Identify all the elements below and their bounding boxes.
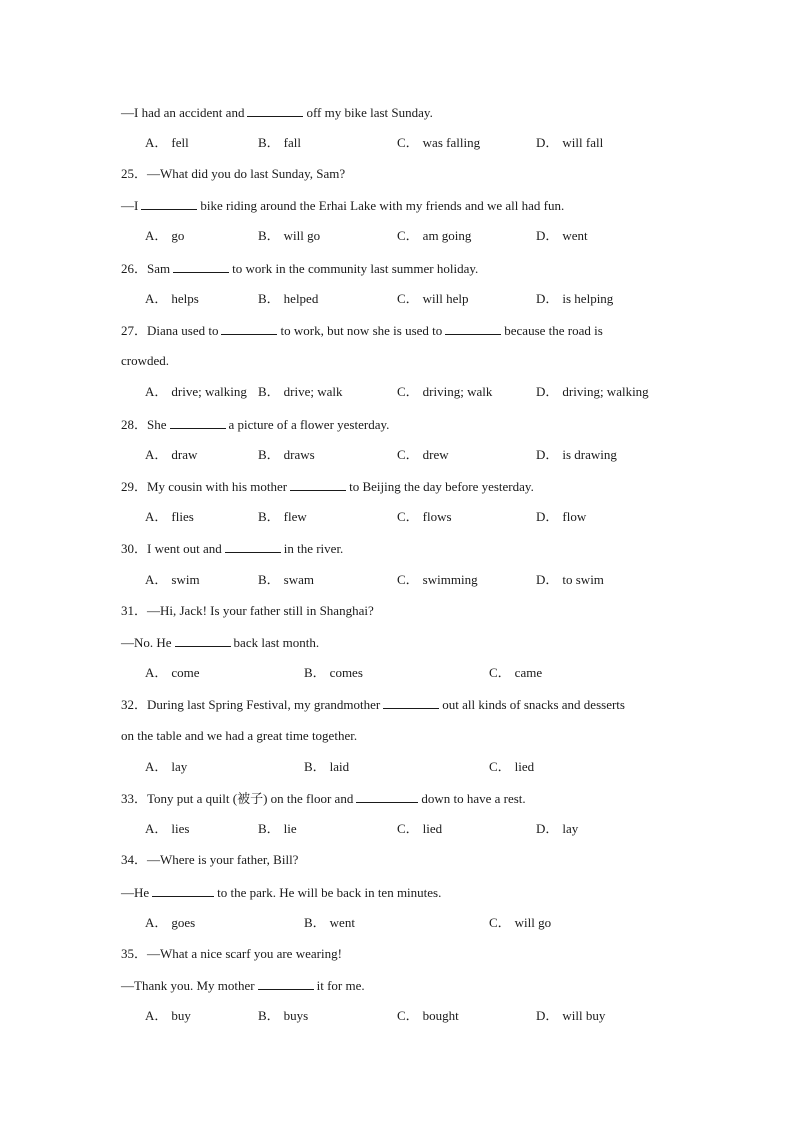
answer-option — [397, 572, 478, 588]
question-text: 26．Sam — [121, 261, 171, 276]
option-letter: C． — [397, 447, 419, 462]
question-text: 31．—Hi, Jack! Is your father still in Shanghai? — [121, 603, 374, 618]
question-text: back last month. — [233, 635, 320, 650]
option-letter: B． — [258, 447, 280, 462]
option-text: bought — [422, 1008, 459, 1023]
answer-option — [536, 509, 586, 525]
answer-option — [536, 228, 588, 244]
option-letter: A． — [145, 572, 168, 587]
question-text: to Beijing the day before yesterday. — [349, 479, 534, 494]
question-line — [121, 634, 319, 651]
answer-option — [258, 447, 315, 463]
option-letter: D． — [536, 572, 559, 587]
option-letter: A． — [145, 1008, 168, 1023]
answer-blank — [221, 322, 277, 335]
answer-option — [536, 1008, 605, 1024]
option-text: drew — [422, 447, 449, 462]
answer-option — [536, 384, 649, 400]
option-letter: A． — [145, 509, 168, 524]
option-text: laid — [329, 759, 350, 774]
option-letter: A． — [145, 291, 168, 306]
question-line — [121, 166, 345, 182]
answer-option — [536, 572, 604, 588]
question-text: 28．She — [121, 417, 167, 432]
option-letter: C． — [397, 291, 419, 306]
option-text: am going — [422, 228, 472, 243]
answer-option — [536, 291, 613, 307]
question-line — [121, 416, 389, 433]
option-letter: C． — [397, 135, 419, 150]
question-text: —I — [121, 198, 139, 213]
answer-option — [145, 509, 194, 525]
option-letter: B． — [258, 228, 280, 243]
question-line — [121, 884, 441, 901]
option-text: will go — [283, 228, 321, 243]
option-text: goes — [171, 915, 196, 930]
answer-option — [145, 572, 200, 588]
option-letter: D． — [536, 228, 559, 243]
option-text: comes — [329, 665, 363, 680]
option-text: helped — [283, 291, 319, 306]
question-text: 33．Tony put a quilt (被子) on the floor and — [121, 791, 354, 806]
question-text: in the river. — [283, 541, 344, 556]
answer-blank — [175, 634, 231, 647]
option-letter: A． — [145, 665, 168, 680]
answer-blank — [173, 260, 229, 273]
question-line — [121, 540, 343, 557]
answer-option — [536, 447, 617, 463]
answer-option — [397, 821, 442, 837]
question-text: —No. He — [121, 635, 172, 650]
answer-option — [536, 135, 603, 151]
answer-blank — [225, 540, 281, 553]
option-text: to swim — [562, 572, 604, 587]
option-text: buy — [171, 1008, 191, 1023]
answer-option — [258, 384, 343, 400]
option-text: flew — [283, 509, 307, 524]
question-text: to work in the community last summer holiday. — [232, 261, 479, 276]
option-letter: D． — [536, 384, 559, 399]
option-text: driving; walk — [422, 384, 493, 399]
option-letter: D． — [536, 291, 559, 306]
question-text: 32．During last Spring Festival, my grandmother — [121, 697, 381, 712]
option-text: lay — [562, 821, 579, 836]
answer-option — [304, 759, 349, 775]
answer-blank — [141, 197, 197, 210]
option-text: is drawing — [562, 447, 617, 462]
question-line — [121, 322, 603, 339]
option-text: lie — [283, 821, 297, 836]
answer-option — [145, 447, 197, 463]
answer-option — [536, 821, 578, 837]
option-letter: D． — [536, 1008, 559, 1023]
option-letter: C． — [397, 572, 419, 587]
option-letter: C． — [397, 384, 419, 399]
answer-option — [258, 228, 320, 244]
question-text: to the park. He will be back in ten minutes. — [217, 885, 442, 900]
option-text: driving; walking — [562, 384, 649, 399]
answer-option — [145, 759, 187, 775]
question-text: 30．I went out and — [121, 541, 222, 556]
question-text: crowded. — [121, 353, 170, 368]
option-letter: C． — [489, 759, 511, 774]
question-text: a picture of a flower yesterday. — [228, 417, 390, 432]
answer-option — [397, 135, 480, 151]
question-text: —I had an accident and — [121, 105, 245, 120]
answer-blank — [356, 790, 418, 803]
question-text: because the road is — [504, 323, 603, 338]
question-text: —He — [121, 885, 150, 900]
option-text: fall — [283, 135, 301, 150]
option-letter: A． — [145, 915, 168, 930]
question-text: 27．Diana used to — [121, 323, 219, 338]
option-text: came — [514, 665, 543, 680]
option-letter: B． — [258, 509, 280, 524]
option-text: drive; walking — [171, 384, 247, 399]
answer-option — [258, 291, 318, 307]
option-text: buys — [283, 1008, 309, 1023]
answer-option — [258, 1008, 308, 1024]
option-letter: C． — [489, 915, 511, 930]
question-line — [121, 946, 342, 962]
option-text: will help — [422, 291, 469, 306]
question-text: to work, but now she is used to — [280, 323, 443, 338]
option-letter: B． — [304, 665, 326, 680]
answer-option — [145, 915, 195, 931]
answer-option — [258, 135, 301, 151]
answer-option — [145, 135, 189, 151]
option-text: swimming — [422, 572, 478, 587]
option-letter: C． — [397, 509, 419, 524]
option-text: flows — [422, 509, 452, 524]
option-letter: D． — [536, 821, 559, 836]
option-text: lies — [171, 821, 190, 836]
answer-option — [489, 915, 551, 931]
question-text: 34．—Where is your father, Bill? — [121, 852, 299, 867]
answer-option — [258, 572, 314, 588]
question-text: out all kinds of snacks and desserts — [442, 697, 625, 712]
answer-option — [145, 384, 247, 400]
option-letter: B． — [258, 572, 280, 587]
option-text: will go — [514, 915, 552, 930]
answer-option — [304, 665, 363, 681]
question-text: 29．My cousin with his mother — [121, 479, 288, 494]
question-line — [121, 790, 526, 807]
question-text: down to have a rest. — [421, 791, 526, 806]
question-line — [121, 478, 534, 495]
answer-option — [397, 291, 469, 307]
option-text: lied — [422, 821, 443, 836]
answer-option — [397, 1008, 459, 1024]
question-line — [121, 104, 433, 121]
option-text: went — [562, 228, 588, 243]
option-text: will buy — [562, 1008, 606, 1023]
option-text: flow — [562, 509, 587, 524]
option-letter: A． — [145, 384, 168, 399]
option-letter: C． — [397, 821, 419, 836]
question-line — [121, 353, 169, 369]
option-letter: B． — [258, 135, 280, 150]
option-letter: C． — [397, 1008, 419, 1023]
option-letter: D． — [536, 135, 559, 150]
option-text: will fall — [562, 135, 604, 150]
question-text: bike riding around the Erhai Lake with my friends and we all had fun. — [200, 198, 565, 213]
option-text: helps — [171, 291, 199, 306]
answer-blank — [170, 416, 226, 429]
option-text: went — [329, 915, 355, 930]
option-letter: B． — [304, 915, 326, 930]
question-text: it for me. — [316, 978, 365, 993]
option-text: lied — [514, 759, 535, 774]
answer-option — [397, 509, 452, 525]
answer-blank — [290, 478, 346, 491]
option-letter: C． — [397, 228, 419, 243]
option-letter: A． — [145, 821, 168, 836]
question-line — [121, 197, 564, 214]
option-letter: D． — [536, 447, 559, 462]
option-letter: B． — [258, 821, 280, 836]
answer-option — [258, 509, 307, 525]
option-text: lay — [171, 759, 188, 774]
option-text: go — [171, 228, 185, 243]
option-text: swim — [171, 572, 200, 587]
option-letter: C． — [489, 665, 511, 680]
question-line — [121, 696, 625, 713]
answer-option — [145, 228, 184, 244]
answer-option — [145, 1008, 191, 1024]
option-letter: B． — [258, 384, 280, 399]
answer-blank — [445, 322, 501, 335]
answer-option — [489, 759, 534, 775]
question-line — [121, 728, 357, 744]
option-text: drive; walk — [283, 384, 343, 399]
question-text: off my bike last Sunday. — [306, 105, 433, 120]
question-text: —Thank you. My mother — [121, 978, 255, 993]
answer-option — [397, 447, 449, 463]
option-letter: B． — [304, 759, 326, 774]
option-text: fell — [171, 135, 189, 150]
answer-option — [145, 665, 200, 681]
answer-option — [304, 915, 355, 931]
question-text: 35．—What a nice scarf you are wearing! — [121, 946, 342, 961]
option-text: swam — [283, 572, 315, 587]
answer-option — [397, 228, 471, 244]
answer-option — [397, 384, 492, 400]
answer-option — [145, 291, 199, 307]
option-letter: B． — [258, 1008, 280, 1023]
option-text: draw — [171, 447, 198, 462]
question-text: 25．—What did you do last Sunday, Sam? — [121, 166, 346, 181]
option-letter: A． — [145, 759, 168, 774]
question-line — [121, 852, 298, 868]
option-text: was falling — [422, 135, 481, 150]
question-line — [121, 260, 478, 277]
option-letter: B． — [258, 291, 280, 306]
option-text: draws — [283, 447, 315, 462]
answer-blank — [247, 104, 303, 117]
question-text: on the table and we had a great time together. — [121, 728, 358, 743]
answer-blank — [383, 696, 439, 709]
answer-option — [145, 821, 189, 837]
answer-option — [489, 665, 542, 681]
question-line — [121, 603, 374, 619]
option-letter: A． — [145, 447, 168, 462]
option-letter: A． — [145, 135, 168, 150]
answer-option — [258, 821, 297, 837]
option-letter: A． — [145, 228, 168, 243]
option-text: flies — [171, 509, 194, 524]
question-line — [121, 977, 365, 994]
answer-blank — [258, 977, 314, 990]
option-text: is helping — [562, 291, 614, 306]
option-text: come — [171, 665, 200, 680]
answer-blank — [152, 884, 214, 897]
option-letter: D． — [536, 509, 559, 524]
